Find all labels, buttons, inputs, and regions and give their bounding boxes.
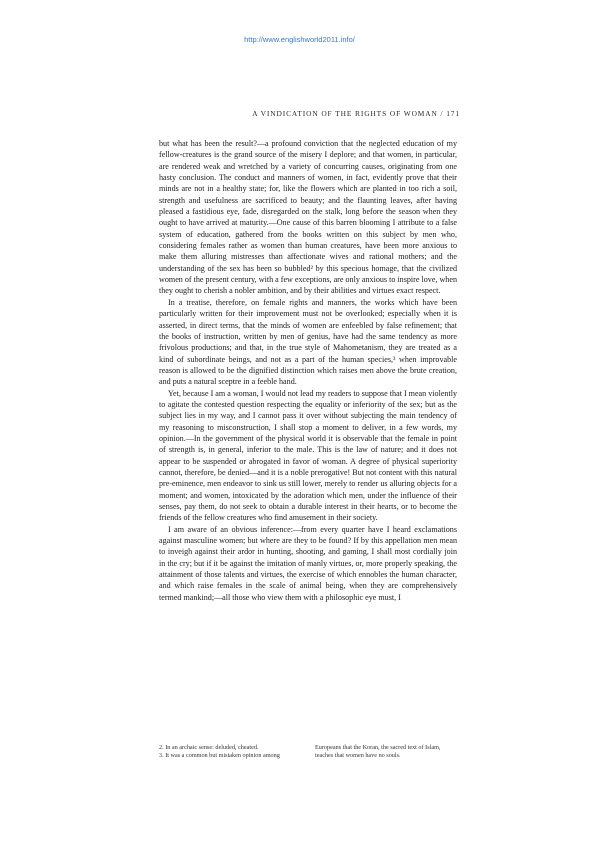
footnotes-right-column: [315, 744, 457, 760]
footnote-3-continued: Europeans that the Koran, the sacred text of Islam,: [315, 744, 441, 751]
running-head: A VINDICATION OF THE RIGHTS OF WOMAN / 171: [252, 109, 460, 118]
paragraph-1: but what has been the result?—a profound conviction that the neglected education of my fellow-creatures is the grand source of the misery I deplore; and that women, in particular, are rendered weak and wretched by a variety of concurring causes, originating from one hasty conclusion. The conduct and manners of women, in fact, evidently prove that their minds are not in a healthy state; for, like the flowers which are planted in too rich a soil, strength and usefulness are sacrificed to beauty; and the flaunting leaves, after having pleased a fastidious eye, fade, disregarded on the stalk, long before the season when they ought to have arrived at maturity.—One cause of this barren blooming I attribute to a false system of education, gathered from the books written on this subject by men who, considering females rather as women than human creatures, have been more anxious to make them alluring mistresses than affectionate wives and rational mothers; and the understanding of the sex has been so bubbled² by this specious homage, that the civilized women of the present century, with a few exceptions, are only anxious to inspire love, when they ought to cherish a nobler ambition, and by their abilities and virtues exact respect.: [159, 139, 457, 296]
body-text: [159, 138, 457, 603]
source-url: http://www.englishworld2011.info/: [244, 35, 355, 44]
footnote-2: 2. In an archaic sense: deluded, cheated.: [159, 744, 259, 751]
footnotes-left-column: [159, 744, 301, 760]
paragraph-4: I am aware of an obvious inference:—from every quarter have I heard exclamations against masculine women; but where are they to be found? If by this appellation men mean to inveigh against their ardor in hunting, shooting, and gaming, I shall most cordially join in the cry; but if it be against the imitation of manly virtues, or, more properly speaking, the attainment of those talents and virtues, the exercise of which ennobles the human character, and which raise females in the scale of animal being, when they are comprehensively termed mankind;—all those who view them with a philosophic eye must, I: [159, 524, 457, 602]
footnotes: [159, 744, 457, 760]
paragraph-2: In a treatise, therefore, on female rights and manners, the works which have been particularly written for their improvement must not be overlooked; especially when it is asserted, in direct terms, that the minds of women are enfeebled by false refinement; that the books of instruction, written by men of genius, have had the same tendency as more frivolous productions; and that, in the true style of Mahometanism, they are treated as a kind of subordinate beings, and not as a part of the human species,³ when improvable reason is allowed to be the dignified distinction which raises men above the brute creation, and puts a natural sceptre in a feeble hand.: [159, 297, 457, 387]
footnote-3: 3. It was a common but mistaken opinion among: [159, 752, 280, 759]
footnote-3-continued-2: teaches that women have no souls.: [315, 752, 401, 759]
paragraph-3: Yet, because I am a woman, I would not lead my readers to suppose that I mean violently to agitate the contested question respecting the equality or inferiority of the sex; but as the subject lies in my way, and I cannot pass it over without subjecting the main tendency of my reasoning to misconstruction, I shall stop a moment to deliver, in a few words, my opinion.—In the government of the physical world it is observable that the female in point of strength is, in general, inferior to the male. This is the law of nature; and it does not appear to be suspended or abrogated in favor of woman. A degree of physical superiority cannot, therefore, be denied—and it is a noble prerogative! But not content with this natural pre-eminence, men endeavor to sink us still lower, merely to render us alluring objects for a moment; and women, intoxicated by the adoration which men, under the influence of their senses, pay them, do not seek to obtain a durable interest in their hearts, or to become the friends of the fellow creatures who find amusement in their society.: [159, 388, 457, 523]
